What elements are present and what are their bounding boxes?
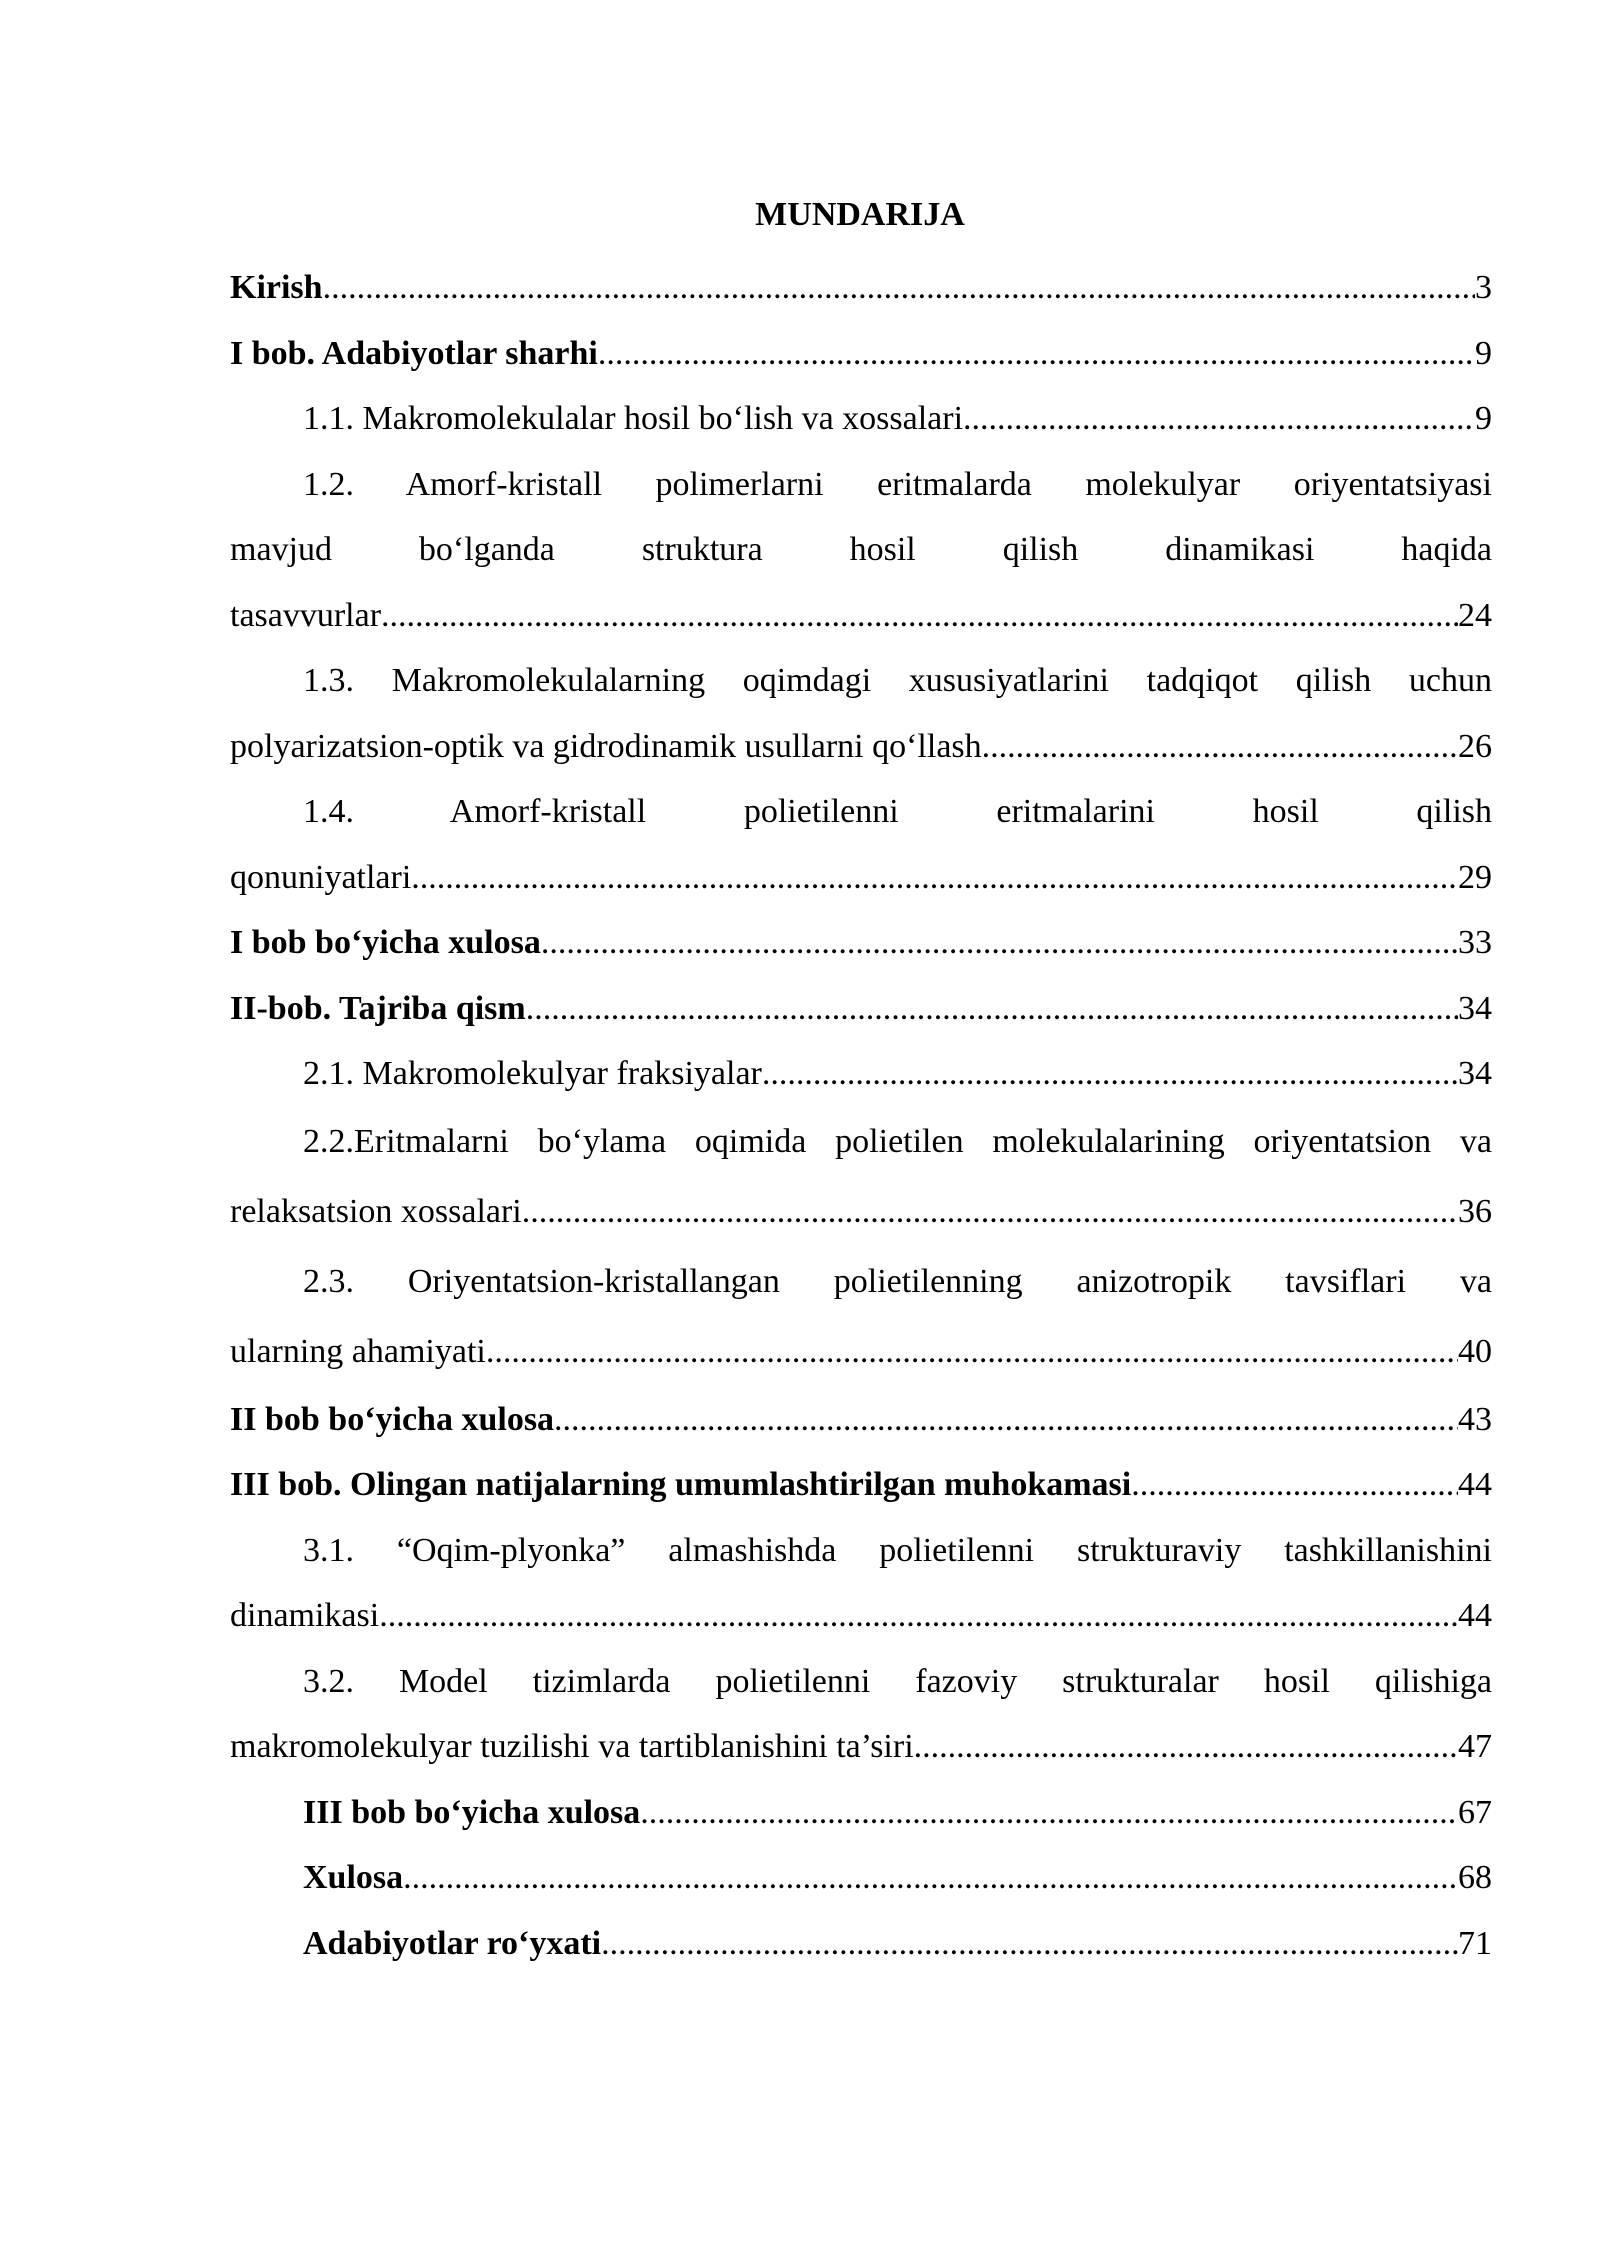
- toc-page-number: 36: [1458, 1192, 1492, 1230]
- toc-entry-line: 1.3. Makromolekulalarning oqimdagi xususiyatlarini tadqiqot qilish uchun: [303, 662, 1492, 699]
- toc-entry-chapter-3-summary: [230, 1780, 1492, 1846]
- toc-entry-label: qonuniyatlari: [230, 858, 412, 896]
- toc-leader-dots: [541, 910, 1458, 976]
- toc-entry-chapter-2: [230, 976, 1492, 1042]
- toc-entry-label: Kirish: [230, 269, 323, 306]
- toc-page-number: 47: [1458, 1728, 1492, 1765]
- toc-page-number: 34: [1458, 989, 1492, 1027]
- toc-entry-line: 2.2.Eritmalarni bo‘ylama oqimida polietilen molekulalarining oriyentatsion va: [303, 1122, 1492, 1160]
- toc-leader-dots: [762, 1041, 1458, 1107]
- toc-entry-label: 1.1. Makromolekulalar hosil bo‘lish va xossalari: [303, 400, 964, 437]
- toc-entry-line: 3.1. “Oqim-plyonka” almashishda polietilenni strukturaviy tashkillanishini: [303, 1531, 1492, 1569]
- toc-page-number: 9: [1475, 334, 1492, 372]
- toc-entry-section-1-4: [230, 779, 1492, 910]
- toc-entry-label: makromolekulyar tuzilishi va tartiblanishini ta’siri: [230, 1728, 914, 1765]
- toc-entry-label: II-bob. Tajriba qism: [230, 989, 526, 1027]
- toc-page-number: 3: [1475, 269, 1492, 306]
- toc-entry-section-1-3: [230, 648, 1492, 779]
- toc-entry-label: dinamikasi: [230, 1597, 380, 1634]
- toc-page-number: 67: [1458, 1793, 1492, 1831]
- toc-entry-section-3-1: [230, 1518, 1492, 1649]
- toc-entry-label: tasavvurlar: [230, 596, 382, 634]
- toc-page-number: 24: [1458, 596, 1492, 634]
- toc-entry-line: mavjud bo‘lganda struktura hosil qilish dinamikasi haqida: [230, 531, 1492, 568]
- toc-entry-line: 1.2. Amorf-kristall polimerlarni eritmalarda molekulyar oriyentatsiyasi: [303, 465, 1492, 503]
- toc-entry-label: relaksatsion xossalari: [230, 1192, 522, 1230]
- toc-entry-conclusion: [230, 1845, 1492, 1911]
- toc-page-number: 33: [1458, 924, 1492, 961]
- toc-entry-label: II bob bo‘yicha xulosa: [230, 1400, 555, 1438]
- toc-entry-section-3-2: [230, 1649, 1492, 1780]
- toc-leader-dots: [403, 1845, 1458, 1911]
- toc-page-number: 68: [1458, 1859, 1492, 1896]
- toc-entry-section-2-3: [230, 1247, 1492, 1387]
- toc-entry-kirish: [230, 255, 1492, 321]
- toc-page-number: 40: [1458, 1332, 1492, 1370]
- toc-entry-label: ularning ahamiyati: [230, 1332, 486, 1370]
- toc-leader-dots: [601, 1911, 1458, 1977]
- toc-leader-dots: [914, 1714, 1458, 1780]
- toc-leader-dots: [486, 1317, 1458, 1387]
- toc-leader-dots: [1131, 1452, 1458, 1518]
- toc-entry-label: I bob. Adabiyotlar sharhi: [230, 334, 598, 372]
- toc-leader-dots: [526, 976, 1458, 1042]
- toc-entry-chapter-1-summary: [230, 910, 1492, 976]
- toc-entry-chapter-2-summary: [230, 1387, 1492, 1453]
- toc-page-number: 34: [1458, 1055, 1492, 1092]
- toc-leader-dots: [963, 386, 1475, 452]
- toc-entry-label: I bob bo‘yicha xulosa: [230, 924, 541, 961]
- toc-leader-dots: [598, 321, 1475, 387]
- toc-leader-dots: [640, 1780, 1458, 1846]
- toc-entry-label: polyarizatsion-optik va gidrodinamik usullarni qo‘llash: [230, 727, 982, 765]
- toc-entry-label: Adabiyotlar ro‘yxati: [303, 1924, 602, 1962]
- toc-entry-label: Xulosa: [303, 1859, 404, 1896]
- toc-entry-section-2-2: [230, 1107, 1492, 1247]
- toc-leader-dots: [554, 1387, 1458, 1453]
- toc-page-number: 9: [1475, 400, 1492, 437]
- toc-page-number: 29: [1458, 858, 1492, 896]
- toc-page-number: 44: [1458, 1597, 1492, 1634]
- toc-entry-chapter-1: [230, 321, 1492, 387]
- toc-entry-references: [230, 1911, 1492, 1977]
- toc-entry-section-1-2: [230, 452, 1492, 649]
- toc-page-number: 71: [1458, 1924, 1492, 1962]
- toc-page-number: 44: [1458, 1466, 1492, 1503]
- toc-entry-line: 2.3. Oriyentatsion-kristallangan polietilenning anizotropik tavsiflari va: [303, 1262, 1492, 1300]
- toc-leader-dots: [381, 583, 1458, 649]
- toc-entry-section-1-1: [230, 386, 1492, 452]
- page-title: MUNDARIJA: [755, 196, 965, 233]
- toc-entry-chapter-3: [230, 1452, 1492, 1518]
- toc-entry-line: 1.4. Amorf-kristall polietilenni eritmalarini hosil qilish: [303, 793, 1492, 830]
- toc-page-number: 26: [1458, 727, 1492, 765]
- toc-leader-dots: [522, 1177, 1458, 1247]
- toc-entry-label: III bob. Olingan natijalarning umumlashtirilgan muhokamasi: [230, 1466, 1132, 1503]
- toc-leader-dots: [982, 714, 1458, 780]
- toc-leader-dots: [323, 255, 1475, 321]
- table-of-contents: [230, 255, 1492, 1976]
- toc-page-number: 43: [1458, 1400, 1492, 1438]
- toc-leader-dots: [379, 1583, 1458, 1649]
- toc-entry-label: 2.1. Makromolekulyar fraksiyalar: [303, 1055, 762, 1092]
- toc-entry-label: III bob bo‘yicha xulosa: [303, 1793, 641, 1831]
- toc-entry-section-2-1: [230, 1041, 1492, 1107]
- toc-leader-dots: [411, 845, 1458, 911]
- toc-entry-line: 3.2. Model tizimlarda polietilenni fazoviy strukturalar hosil qilishiga: [303, 1662, 1492, 1700]
